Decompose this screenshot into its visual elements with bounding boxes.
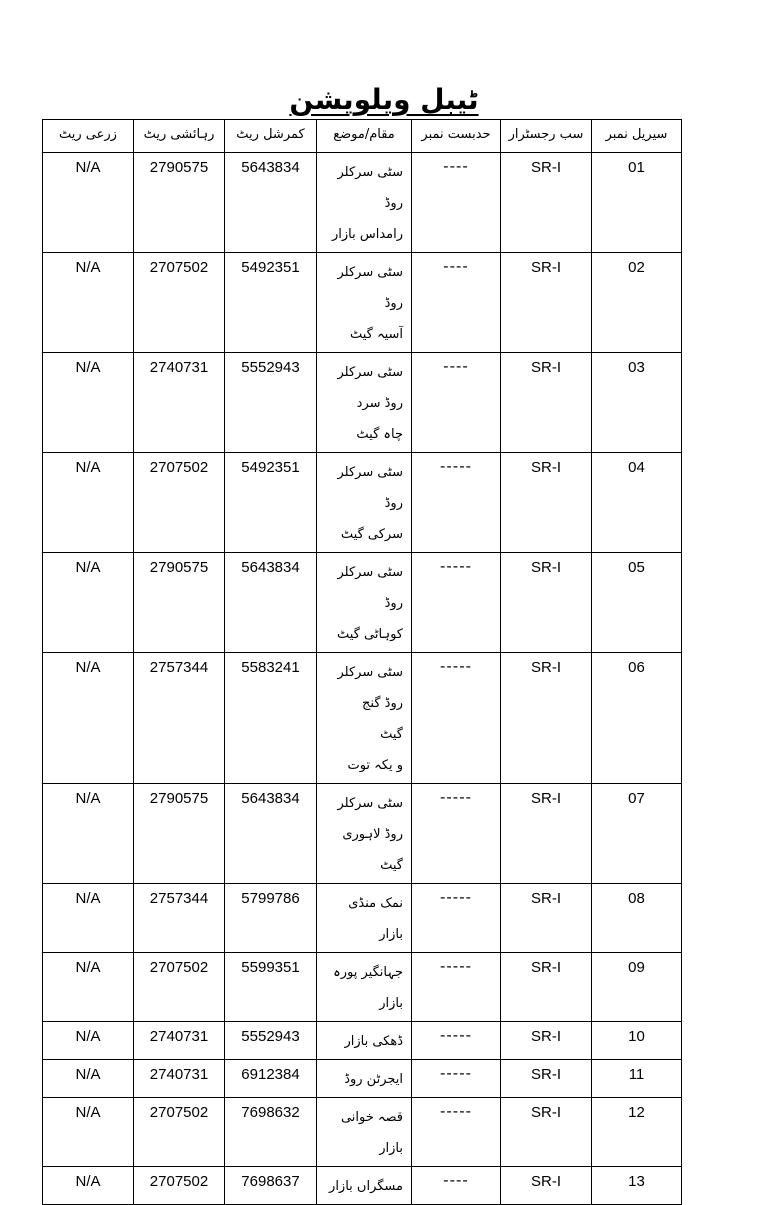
hadbast-cell: ----- <box>412 553 501 653</box>
commercial-rate-cell: 5643834 <box>225 553 317 653</box>
serial-number-cell: 11 <box>592 1060 682 1098</box>
zarai-rate-cell: N/A <box>43 453 134 553</box>
residential-rate-cell: 2707502 <box>134 1167 225 1205</box>
location-line: رامداس بازار <box>331 227 403 242</box>
residential-rate-cell: 2757344 <box>134 884 225 953</box>
residential-rate-cell: 2707502 <box>134 453 225 553</box>
sub-registrar-cell: SR-I <box>501 884 592 953</box>
hadbast-cell: ----- <box>412 884 501 953</box>
sub-registrar-cell: SR-I <box>501 253 592 353</box>
commercial-rate-cell: 5799786 <box>225 884 317 953</box>
location-cell <box>317 1022 412 1060</box>
sub-registrar-cell: SR-I <box>501 153 592 253</box>
residential-rate-cell: 2707502 <box>134 953 225 1022</box>
location-line: مسگراں بازار <box>329 1179 403 1194</box>
page-title: ٹیبل ویلویشن <box>289 83 479 116</box>
serial-number-cell: 06 <box>592 653 682 784</box>
residential-rate-cell: 2790575 <box>134 553 225 653</box>
commercial-rate-cell: 5583241 <box>225 653 317 784</box>
residential-rate-cell: 2740731 <box>134 1022 225 1060</box>
residential-rate-cell: 2707502 <box>134 253 225 353</box>
sub-registrar-cell: SR-I <box>501 1060 592 1098</box>
residential-rate-cell: 2790575 <box>134 784 225 884</box>
commercial-rate-cell: 5643834 <box>225 784 317 884</box>
sub-registrar-cell: SR-I <box>501 784 592 884</box>
zarai-rate-cell: N/A <box>43 784 134 884</box>
location-line: گیٹ <box>380 727 403 742</box>
location-line: سٹی سرکلر <box>337 796 403 811</box>
header-row <box>43 120 682 153</box>
sub-registrar-cell: SR-I <box>501 1098 592 1167</box>
location-line: چاہ گیٹ <box>356 427 403 442</box>
hadbast-cell: ----- <box>412 1022 501 1060</box>
sub-registrar-cell: SR-I <box>501 1167 592 1205</box>
serial-number-cell: 04 <box>592 453 682 553</box>
location-cell <box>317 553 412 653</box>
location-line: روڈ لاہوری <box>342 827 403 842</box>
residential-rate-cell: 2740731 <box>134 353 225 453</box>
zarai-rate-cell: N/A <box>43 553 134 653</box>
serial-number-cell: 13 <box>592 1167 682 1205</box>
sub-registrar-cell: SR-I <box>501 953 592 1022</box>
location-line: سرکی گیٹ <box>340 527 403 542</box>
hadbast-cell: ---- <box>412 253 501 353</box>
serial-number-cell: 02 <box>592 253 682 353</box>
commercial-rate-cell: 5643834 <box>225 153 317 253</box>
commercial-rate-cell: 5492351 <box>225 453 317 553</box>
location-line: بازار <box>379 996 403 1011</box>
location-line: آسیہ گیٹ <box>349 327 403 342</box>
location-line: سٹی سرکلر روڈ <box>337 565 403 611</box>
serial-number-cell: 10 <box>592 1022 682 1060</box>
location-cell <box>317 453 412 553</box>
location-cell <box>317 1060 412 1098</box>
location-line: سٹی سرکلر روڈ گنج <box>337 665 403 711</box>
hadbast-cell: ----- <box>412 653 501 784</box>
commercial-rate-cell: 7698637 <box>225 1167 317 1205</box>
location-cell <box>317 884 412 953</box>
hadbast-cell: ---- <box>412 353 501 453</box>
location-line: سٹی سرکلر روڈ <box>337 165 403 211</box>
serial-number-cell: 09 <box>592 953 682 1022</box>
hadbast-cell: ----- <box>412 453 501 553</box>
zarai-rate-cell: N/A <box>43 953 134 1022</box>
commercial-rate-cell: 6912384 <box>225 1060 317 1098</box>
header-location: مقام/موضع <box>317 120 412 153</box>
location-cell <box>317 653 412 784</box>
location-line: نمک منڈی <box>348 896 403 911</box>
zarai-rate-cell: N/A <box>43 253 134 353</box>
hadbast-cell: ---- <box>412 153 501 253</box>
commercial-rate-cell: 5552943 <box>225 353 317 453</box>
table-row <box>43 1098 682 1167</box>
table-row <box>43 884 682 953</box>
residential-rate-cell: 2790575 <box>134 153 225 253</box>
serial-number-cell: 07 <box>592 784 682 884</box>
table-row <box>43 1060 682 1098</box>
zarai-rate-cell: N/A <box>43 653 134 784</box>
location-line: سٹی سرکلر روڈ <box>337 465 403 511</box>
location-cell <box>317 784 412 884</box>
table-row <box>43 553 682 653</box>
header-zarai-rate: زرعی ریٹ <box>43 120 134 153</box>
location-line: جہانگیر پورہ <box>333 965 403 980</box>
serial-number-cell: 08 <box>592 884 682 953</box>
zarai-rate-cell: N/A <box>43 884 134 953</box>
header-residential-rate: رہائشی ریٹ <box>134 120 225 153</box>
location-cell <box>317 253 412 353</box>
location-line: گیٹ <box>380 858 403 873</box>
commercial-rate-cell: 5552943 <box>225 1022 317 1060</box>
serial-number-cell: 12 <box>592 1098 682 1167</box>
table-row <box>43 784 682 884</box>
residential-rate-cell: 2740731 <box>134 1060 225 1098</box>
sub-registrar-cell: SR-I <box>501 1022 592 1060</box>
table-row <box>43 653 682 784</box>
table-row <box>43 453 682 553</box>
location-line: سٹی سرکلر روڈ <box>337 265 403 311</box>
hadbast-cell: ----- <box>412 953 501 1022</box>
location-line: قصہ خوانی بازار <box>340 1110 403 1156</box>
header-serial-number: سیریل نمبر <box>592 120 682 153</box>
location-line: ایجرٹن روڈ <box>344 1072 403 1087</box>
table-row <box>43 253 682 353</box>
header-hadbast-number: حدبست نمبر <box>412 120 501 153</box>
table-row <box>43 153 682 253</box>
location-line: کوہاٹی گیٹ <box>337 627 403 642</box>
sub-registrar-cell: SR-I <box>501 353 592 453</box>
zarai-rate-cell: N/A <box>43 153 134 253</box>
location-cell <box>317 153 412 253</box>
zarai-rate-cell: N/A <box>43 1022 134 1060</box>
location-cell <box>317 1167 412 1205</box>
sub-registrar-cell: SR-I <box>501 453 592 553</box>
location-line: سٹی سرکلر روڈ سرد <box>337 365 403 411</box>
serial-number-cell: 01 <box>592 153 682 253</box>
header-sub-registrar: سب رجسٹرار <box>501 120 592 153</box>
location-line: و یکہ توت <box>347 758 403 773</box>
commercial-rate-cell: 5599351 <box>225 953 317 1022</box>
hadbast-cell: ---- <box>412 1167 501 1205</box>
zarai-rate-cell: N/A <box>43 1167 134 1205</box>
hadbast-cell: ----- <box>412 1060 501 1098</box>
hadbast-cell: ----- <box>412 784 501 884</box>
residential-rate-cell: 2707502 <box>134 1098 225 1167</box>
location-cell <box>317 353 412 453</box>
sub-registrar-cell: SR-I <box>501 653 592 784</box>
table-row <box>43 953 682 1022</box>
table-row <box>43 1022 682 1060</box>
location-line: ڈھکی بازار <box>344 1034 403 1049</box>
header-commercial-rate: کمرشل ریٹ <box>225 120 317 153</box>
sub-registrar-cell: SR-I <box>501 553 592 653</box>
serial-number-cell: 05 <box>592 553 682 653</box>
zarai-rate-cell: N/A <box>43 1098 134 1167</box>
serial-number-cell: 03 <box>592 353 682 453</box>
commercial-rate-cell: 5492351 <box>225 253 317 353</box>
hadbast-cell: ----- <box>412 1098 501 1167</box>
zarai-rate-cell: N/A <box>43 1060 134 1098</box>
table-row <box>43 353 682 453</box>
residential-rate-cell: 2757344 <box>134 653 225 784</box>
zarai-rate-cell: N/A <box>43 353 134 453</box>
location-cell <box>317 953 412 1022</box>
location-line: بازار <box>379 927 403 942</box>
location-cell <box>317 1098 412 1167</box>
valuation-table <box>42 119 682 1205</box>
commercial-rate-cell: 7698632 <box>225 1098 317 1167</box>
table-row <box>43 1167 682 1205</box>
